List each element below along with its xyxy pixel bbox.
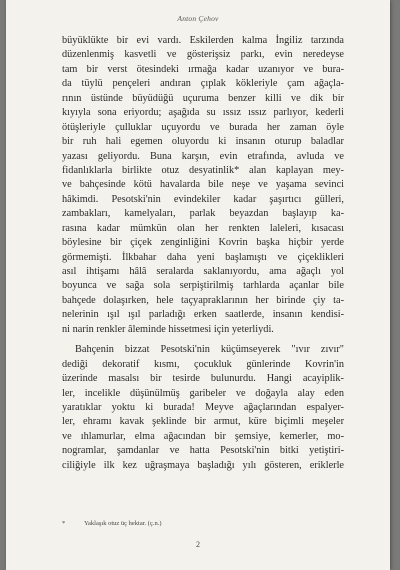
text-line: ni narin renkler âleminde hissetmesi için yeterliydi. xyxy=(62,323,274,335)
text-line: bir ruh hali egemen oluyordu ki insanın oturup baladlar xyxy=(62,136,344,148)
text-line: üzerinde masalsı bir tesirde bulunurdu. Hangi acayiplik- xyxy=(62,373,344,385)
text-line: ötüşleriyle çulluklar uçuyordu ve burada her zaman öyle xyxy=(62,121,344,133)
text-line: rının üstünde büyüdüğü uçuruma benzer killi ve dik bir xyxy=(62,92,344,104)
text-line: Bahçenin bizzat Pesotski'nin küçümseyerek "ıvır zıvır" xyxy=(75,344,344,356)
text-line: nelerinin ışıl ışıl parladığı erken saatlerde, insanın kendisi- xyxy=(62,309,344,321)
text-line: ler, ehramı kavak şeklinde bir armut, küre biçimli meşeler xyxy=(62,416,344,428)
text-line: görmemişti. İlkbahar daha yeni başlamıştı ve çiçeklikleri xyxy=(62,251,344,263)
text-line: da tüylü pençeleri andıran çıplak kökleriyle çam ağaçla- xyxy=(62,78,344,90)
text-line: bahçede dolaşırken, hele taçyapraklarının her birinde çiy ta- xyxy=(62,294,344,306)
page-number: 2 xyxy=(196,540,200,549)
page-body xyxy=(62,34,344,473)
text-line: hâkimdi. Pesotski'nin evindekiler kadar şaşırtıcı gülleri, xyxy=(62,193,344,205)
text-line: ve bahçesinde kötü havalarda bile neşe ve yaşama sevinci xyxy=(62,179,344,191)
footnote-mark: * xyxy=(62,520,66,527)
paragraph-2 xyxy=(62,343,344,473)
text-line: düzenlenmiş kasvetli ve gösterişsiz parkı, evin neredeyse xyxy=(62,49,344,61)
text-line: ciliğiyle ilk kez uğraşmaya başladığı yılı gösteren, eriklerle xyxy=(62,459,344,471)
footnote xyxy=(62,520,344,527)
footnote-text: Yaklaşık otuz üç hektar. (ç.n.) xyxy=(84,520,162,527)
text-line: yaratıklar yoktu ki burada! Meyve ağaçlarından espalyer- xyxy=(62,401,344,413)
text-line: kıyıyla sona eriyordu; aşağıda su ıssız ıssız parlıyor, kederli xyxy=(62,107,344,119)
text-line: böylesine bir çiçek zenginliğini Kovrin başka hiçbir yerde xyxy=(62,237,344,249)
paragraph-1 xyxy=(62,34,344,337)
text-line: yazası geliyordu. Buna karşın, evin etrafında, avluda ve xyxy=(62,150,344,162)
text-line: boyunca ve sağa sola serpiştirilmiş tarhlarda açanlar bile xyxy=(62,280,344,292)
text-line: fidanlıklarla birlikte otuz desyatinlik* alan kaplayan mey- xyxy=(62,164,344,176)
book-page xyxy=(6,0,390,570)
text-line: zambakları, kamelyaları, parlak beyazdan başlayıp ka- xyxy=(62,208,344,220)
text-line: büyüklükte bir evi vardı. Eskilerden kalma İngiliz tarzında xyxy=(62,35,344,46)
text-line: ve ıhlamurlar, elma ağacından bir şemsiye, kemerler, mo- xyxy=(62,430,344,442)
text-line: dediği dekoratif kısmı, çocukluk günlerinde Kovrin'in xyxy=(62,358,344,370)
text-line: rasına kadar mümkün olan her renkten laleleri, kısacası xyxy=(62,222,344,234)
text-line: ler, incelikle düşünülmüş garibeler ve doğayla alay eden xyxy=(62,387,344,399)
running-header: Anton Çehov xyxy=(177,14,219,23)
text-line: tam bir verst ötesindeki ırmağa kadar uzanıyor ve bura- xyxy=(62,63,344,75)
text-line: asıl ihtişamı hâlâ seralarda saklanıyordu, ama ağaçlı yol xyxy=(62,266,344,277)
text-line: nogramlar, şamdanlar ve hatta Pesotski'nin bitki yetiştiri- xyxy=(62,445,344,457)
